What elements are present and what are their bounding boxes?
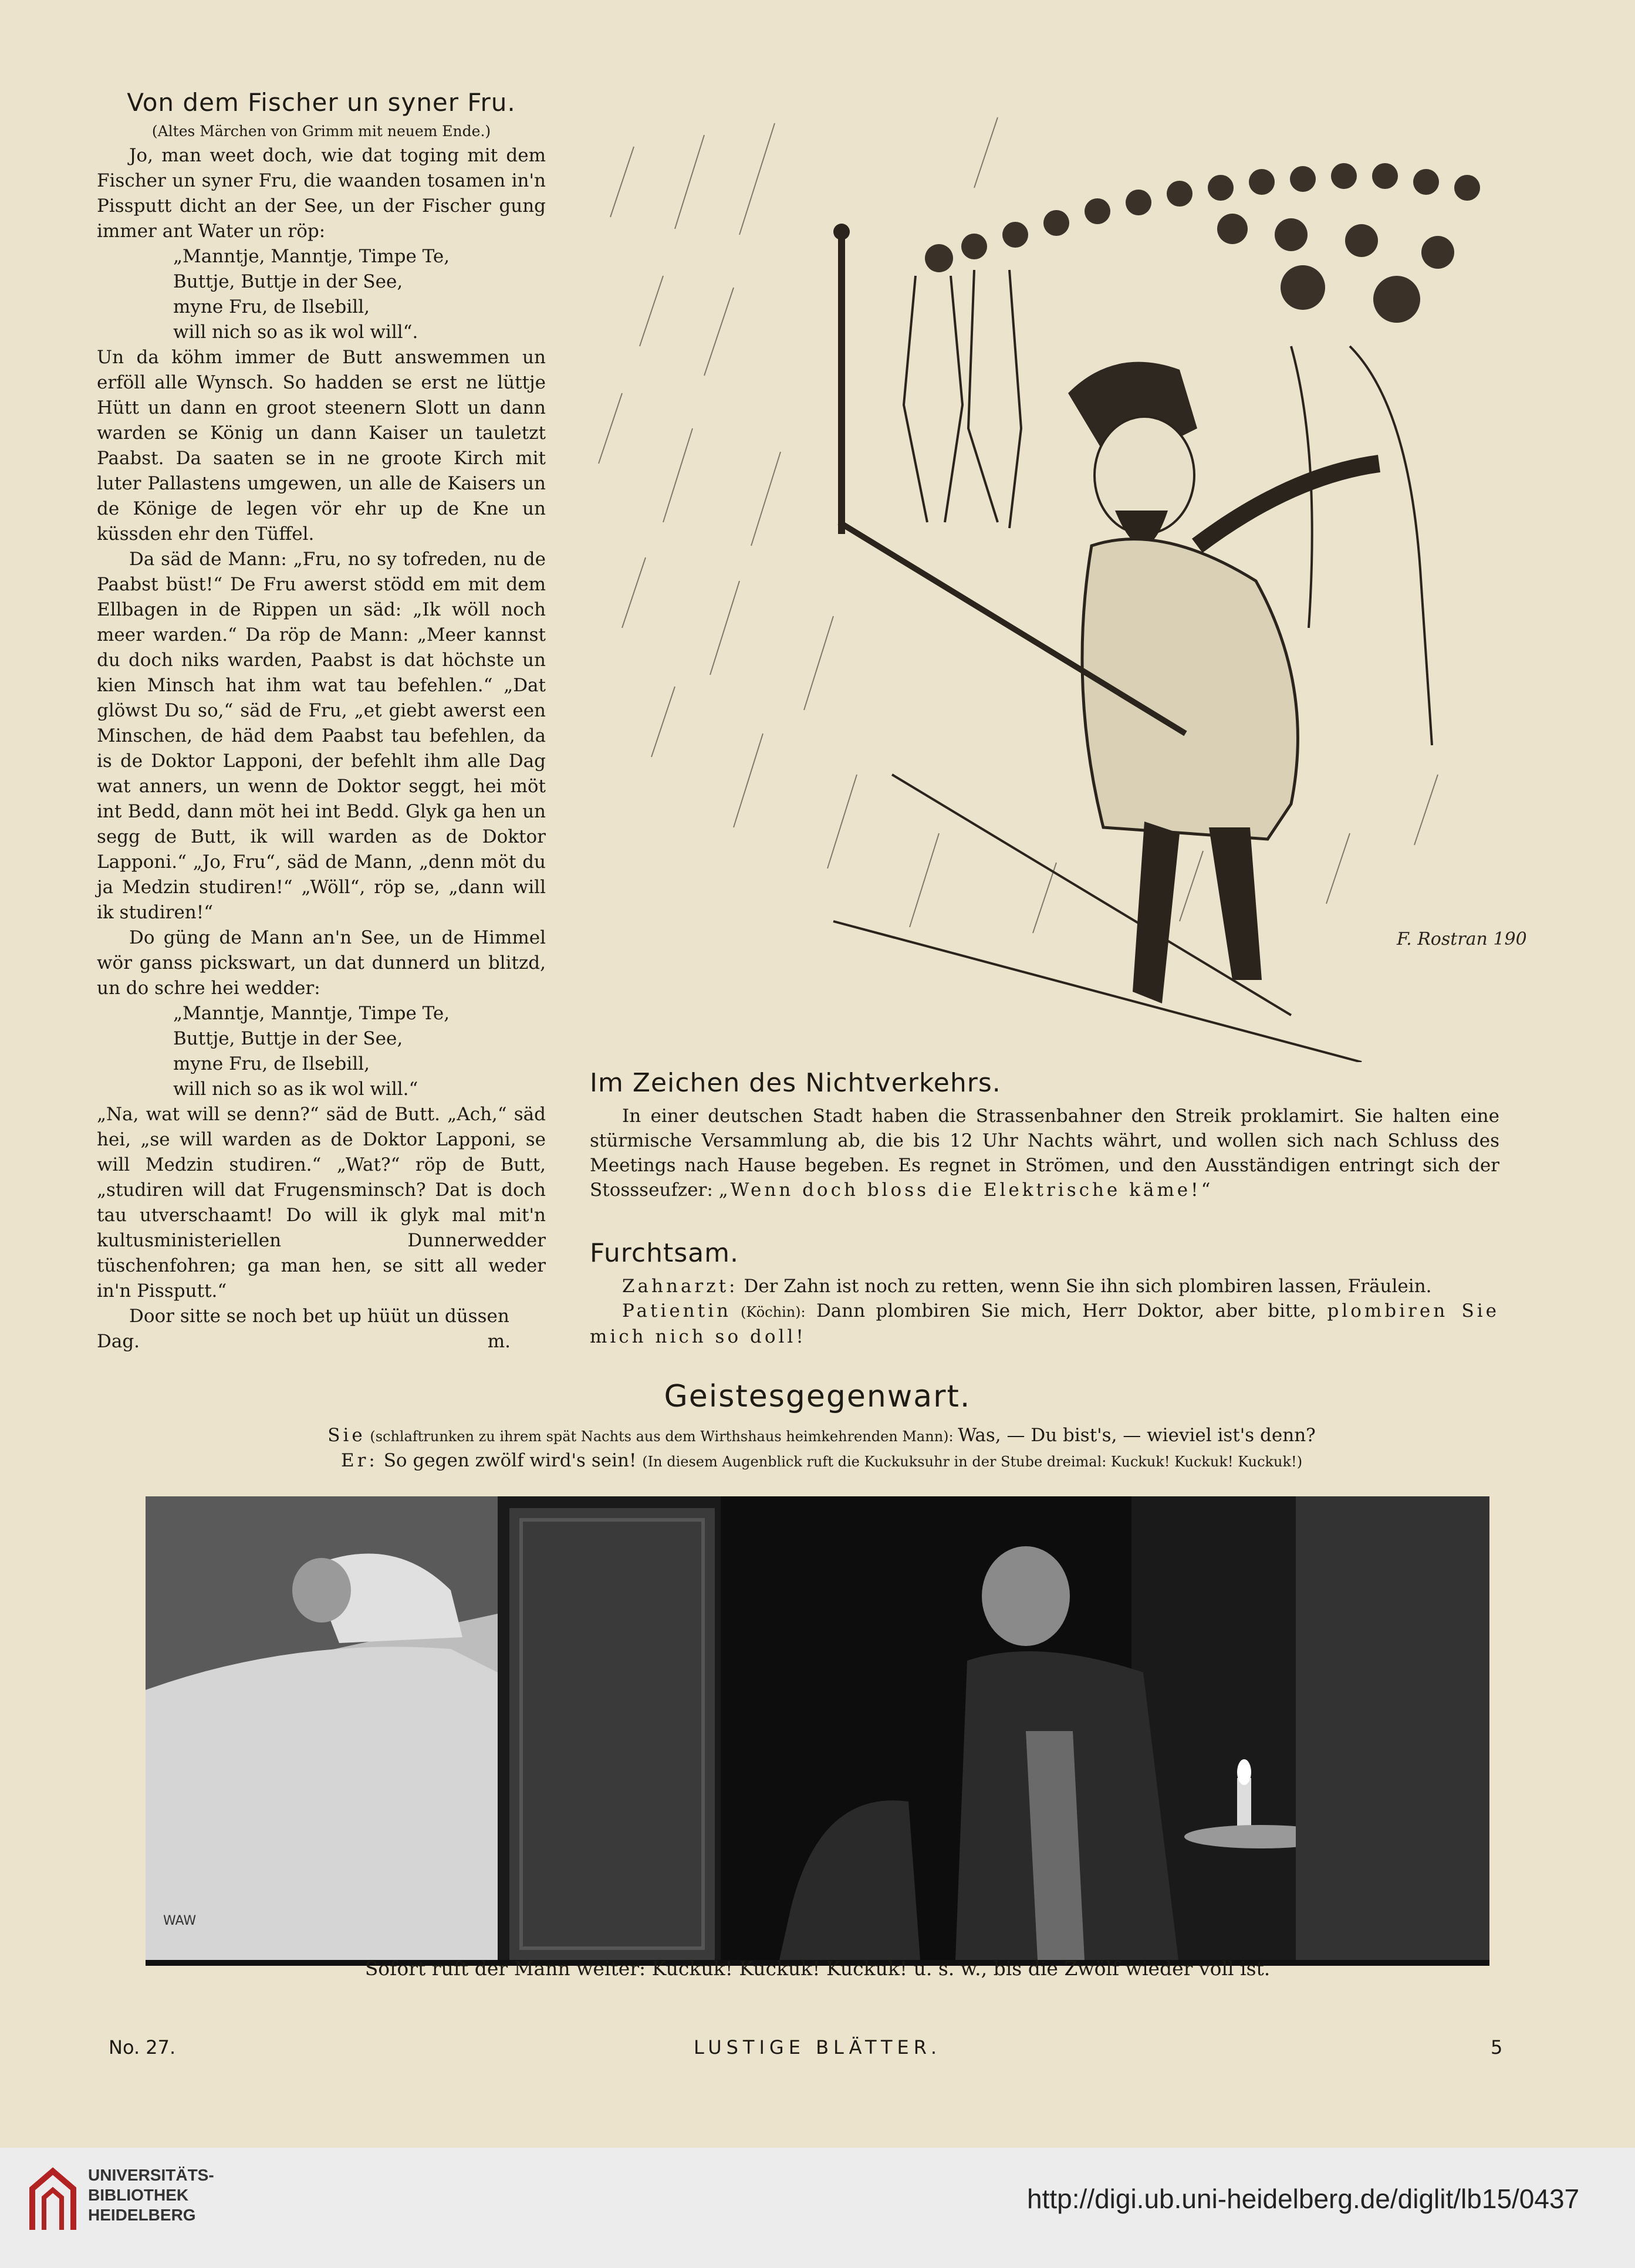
story-nichtverkehr-text	[590, 1104, 1499, 1202]
closing-line	[97, 1329, 546, 1354]
verse-line: myne Fru, de Ilsebill,	[173, 296, 370, 317]
author-signature: m.	[487, 1331, 511, 1352]
main-figure	[839, 362, 1379, 1003]
dialogue-text: Dann plombiren Sie mich, Herr Doktor, aber bitte,	[805, 1300, 1327, 1321]
wardrobe-door	[509, 1508, 715, 1960]
verse-block	[97, 244, 546, 345]
verse-line: myne Fru, de Ilsebill,	[173, 1053, 370, 1074]
story-nichtverkehr-punchline: „Wenn doch bloss die Elektrische käme!“	[718, 1179, 1214, 1201]
library-name-line: HEIDELBERG	[88, 2206, 196, 2224]
story-nichtverkehr-title: Im Zeichen des Nichtverkehrs.	[590, 1068, 1001, 1098]
speaker-note: (schlaftrunken zu ihrem spät Nachts aus dem Wirthshaus heimkehrenden Mann):	[365, 1428, 958, 1445]
speaker-label: Zahnarzt:	[622, 1276, 738, 1297]
verse-line: will nich so as ik wol will.“	[173, 1079, 418, 1100]
artist-monogram: WAW	[163, 1914, 197, 1928]
speaker-note: (In diesem Augenblick ruft die Kuckuksuhr in der Stube dreimal: Kuckuk! Kuckuk! Kuckuk!)	[642, 1454, 1303, 1470]
story-furchtsam	[590, 1238, 1499, 1349]
paragraph: Un da köhm immer de Butt answemmen un erföll alle Wynsch. So hadden se erst ne lüttje Hütt un dann en groot steenern Slott un dann warden se König un dann Kaiser un tauletzt Paabst. Da saaten se in ne groote Kirch mit luter Pallastens umgewen, un alle de Kaisers un de Könige de legen vör ehr up de Kne un küssden ehr den Tüffel.	[97, 347, 546, 545]
speaker-label: Patientin	[622, 1300, 731, 1321]
library-logo-icon	[26, 2165, 79, 2236]
story-fischer-title: Von dem Fischer un syner Fru.	[127, 88, 516, 117]
dialogue-line	[590, 1274, 1499, 1299]
artist-signature: F. Rostran 1900	[1397, 929, 1526, 949]
story-fischer	[97, 88, 546, 1354]
dialogue-line-sie	[176, 1423, 1467, 1449]
illustration-strikers	[587, 100, 1526, 1062]
illustration-caption: Sofort ruft der Mann weiter: Kuckuk! Kuckuk! Kuckuk! u. s. w., bis die Zwölf wieder voll ist.	[364, 1957, 1271, 1980]
speaker-label: Er:	[340, 1450, 378, 1471]
speaker-label: Sie	[327, 1425, 366, 1446]
dialogue-line-er	[176, 1448, 1467, 1474]
library-name-line: BIBLIOTHEK	[88, 2186, 189, 2204]
speaker-note: (Köchin):	[731, 1304, 806, 1320]
verse-line: Buttje, Buttje in der See,	[173, 271, 403, 292]
strikers-drawing	[587, 100, 1526, 1062]
dialogue-text: Was, — Du bist's, — wieviel ist's denn?	[958, 1425, 1316, 1446]
paragraph: Jo, man weet doch, wie dat toging mit dem Fischer un syner Fru, die waanden tosamen in'n Pissputt dicht an der See, un der Fischer gung immer ant Water un röp:	[97, 145, 546, 242]
verse-line: will nich so as ik wol will“.	[173, 322, 418, 343]
story-furchtsam-title: Furchtsam.	[590, 1238, 739, 1268]
source-url-link[interactable]: http://digi.ub.uni-heidelberg.de/diglit/lb15/0437	[1027, 2184, 1580, 2214]
magazine-name: LUSTIGE BLÄTTER.	[693, 2036, 942, 2059]
story-geistesgegenwart-title: Geistesgegenwart.	[664, 1379, 971, 1414]
story-nichtverkehr-body: In einer deutschen Stadt haben die Strassenbahner den Streik proklamirt. Sie halten eine stürmische Versammlung ab, die bis 12 Uhr Nachts währt, und wollen sich nach Schluss des Meetings nach Hause begeben. Es regnet in Strömen, und den Ausständigen entringt sich der Stossseufzer:	[590, 1106, 1499, 1201]
dialogue-emphasis: plombiren Sie mich nich so doll!	[590, 1300, 1499, 1347]
story-fischer-subtitle: (Altes Märchen von Grimm mit neuem Ende.)	[151, 123, 491, 140]
crowd	[925, 163, 1480, 323]
page-number: 5	[1491, 2036, 1503, 2059]
paragraph: „Na, wat will se denn?“ säd de Butt. „Ach,“ säd hei, „se will warden as de Doktor Lapponi, se will Medzin studiren.“ „Wat?“ röp de Butt, „studiren will dat Frugensminsch? Dat is doch tau utverschaamt! Do will ik glyk mal mit'n kultusministeriellen Dunnerwedder tüschenfohren; ga man hen, se sitt all weder in'n Pissputt.“	[97, 1104, 546, 1302]
story-nichtverkehr	[590, 1068, 1499, 1202]
dialogue-text: So gegen zwölf wird's sein!	[377, 1450, 643, 1471]
man-head	[982, 1546, 1070, 1646]
bed-sheet	[146, 1647, 498, 1960]
candle	[1237, 1778, 1251, 1831]
library-name-line: UNIVERSITÄTS-	[88, 2166, 214, 2184]
verse-block	[97, 1001, 546, 1102]
verse-line: „Manntje, Manntje, Timpe Te,	[173, 1003, 450, 1024]
closing-word: Dag.	[97, 1331, 140, 1352]
issue-number: No. 27.	[109, 2036, 176, 2059]
paragraph: Do güng de Mann an'n See, un de Himmel wör ganss pickswart, un dat dunnerd un blitzd, un do schre hei wedder:	[97, 927, 546, 999]
sleeping-woman-head	[292, 1558, 351, 1623]
lamp-post	[833, 224, 850, 534]
verse-line: Buttje, Buttje in der See,	[173, 1028, 403, 1049]
library-name	[88, 2165, 214, 2225]
paragraph: Door sitte se noch bet up hüüt un düssen	[129, 1306, 509, 1327]
bedroom-drawing	[146, 1496, 1489, 1960]
illustration-bedroom	[146, 1496, 1489, 1966]
dialogue-line	[590, 1299, 1499, 1349]
paragraph: Da säd de Mann: „Fru, no sy tofreden, nu de Paabst büst!“ De Fru awerst stödd em mit dem Ellbagen in de Rippen un säd: „Ik wöll noch meer warden.“ Da röp de Mann: „Meer kannst du doch niks warden, Paabst is dat höchste un kien Minsch hat ihm wat tau befehlen.“ „Dat glöwst Du so,“ säd de Fru, „et giebt awerst een Minschen, de häd dem Paabst tau befehlen, da is de Doktor Lapponi, der befehlt ihm alle Dag wat anners, un wenn de Doktor seggt, hei möt int Bedd, dann möt hei int Bedd. Glyk ga hen un segg de Butt, ik will warden as de Doktor Lapponi.“ „Jo, Fru“, säd de Mann, „denn möt du ja Medzin studiren!“ „Wöll“, röp se, „dann will ik studiren!“	[97, 549, 546, 923]
verse-line: „Manntje, Manntje, Timpe Te,	[173, 246, 450, 267]
dialogue-text: Der Zahn ist noch zu retten, wenn Sie ihn sich plombiren lassen, Fräulein.	[738, 1276, 1432, 1297]
